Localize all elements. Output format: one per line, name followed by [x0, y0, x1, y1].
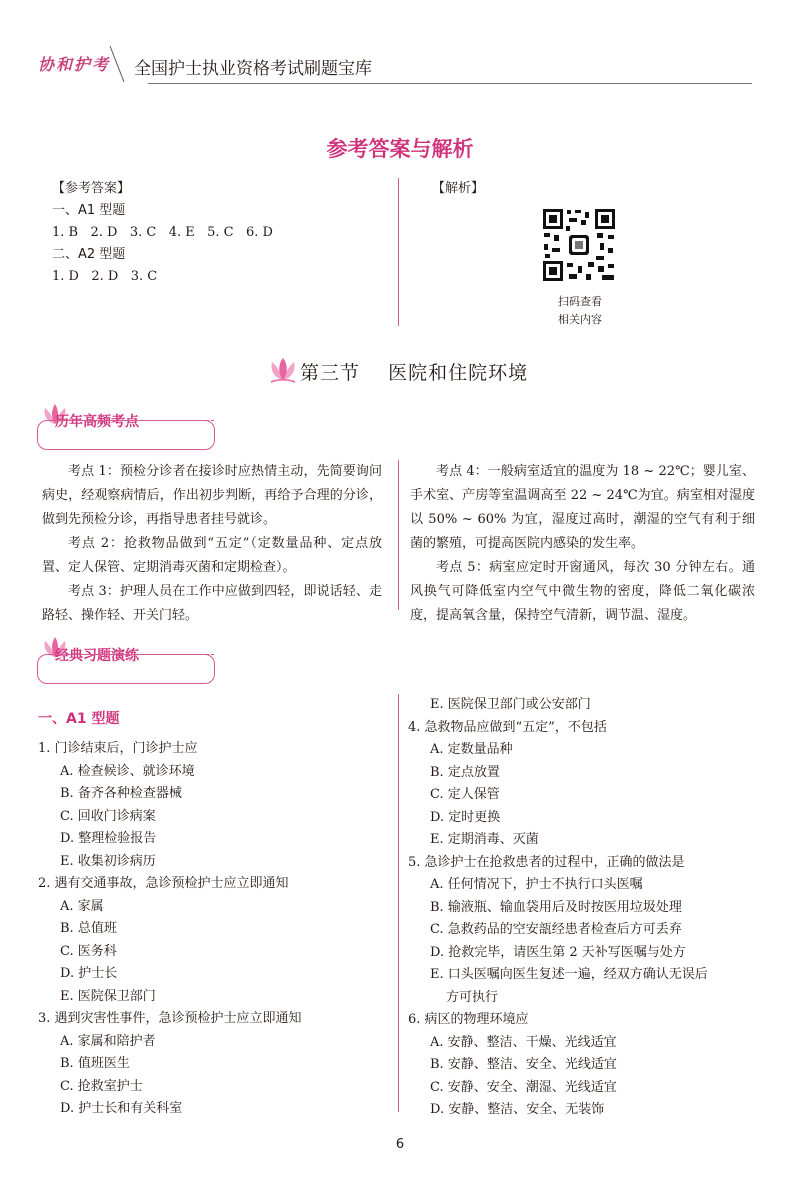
answer-option: E. 口头医嘱向医生复述一遍，经双方确认无误后 — [430, 967, 708, 982]
key-points-right — [410, 460, 755, 628]
qr-code-icon[interactable] — [542, 208, 616, 282]
answer-option: 方可执行 — [446, 989, 499, 1005]
header-rule — [148, 83, 752, 84]
question-stem: 2. 遇有交通事故，急诊预检护士应立即通知 — [38, 876, 289, 891]
answer-option: A. 检查候诊、就诊环境 — [60, 763, 195, 779]
analysis-label: 【解析】 — [432, 181, 485, 196]
answer-option: B. 总值班 — [60, 921, 117, 936]
answer-option: D. 护士长和有关科室 — [60, 1101, 183, 1116]
answer-option: B. 输液瓶、输血袋用后及时按医用垃圾处理 — [430, 899, 682, 915]
question-stem: 4. 急救物品应做到“五定”，不包括 — [408, 719, 607, 735]
answers-list — [52, 178, 273, 288]
key-point-1: 考点 1：预检分诊者在接诊时应热情主动，先简要询问病史，经观察病情后，作出初步判断，再给予合理的分诊，做到先预检分诊，再指导患者挂号就诊。 — [42, 464, 382, 527]
key-points-heading: 历年高频考点 — [55, 414, 139, 430]
a2-answers: 1. D 2. D 3. C — [52, 269, 158, 284]
answer-option: E. 收集初诊病历 — [60, 853, 156, 869]
answers-column-divider — [398, 178, 399, 326]
answer-option: E. 定期消毒、灭菌 — [430, 832, 539, 847]
key-points-column-divider — [398, 460, 399, 610]
answer-option: E. 医院保卫部门或公安部门 — [430, 697, 591, 712]
answer-option: A. 任何情况下，护士不执行口头医嘱 — [430, 877, 643, 892]
answers-title: 参考答案与解析 — [326, 136, 474, 161]
answer-option: B. 定点放置 — [430, 764, 500, 780]
answer-option: A. 定数量品种 — [430, 742, 513, 757]
answer-option: C. 急救药品的空安瓿经患者检查后方可丢弃 — [430, 922, 682, 937]
qr-caption-scan: 扫码查看 — [558, 295, 602, 308]
a1-answers: 1. B 2. D 3. C 4. E 5. C 6. D — [52, 225, 273, 240]
question-stem: 6. 病区的物理环境应 — [408, 1012, 529, 1027]
question-stem: 3. 遇到灾害性事件，急诊预检护士应立即通知 — [38, 1011, 302, 1026]
answer-option: C. 定人保管 — [430, 787, 500, 802]
key-points-left — [42, 460, 382, 628]
answer-option: A. 家属和陪护者 — [60, 1033, 156, 1049]
answer-option: B. 备齐各种检查器械 — [60, 786, 182, 801]
exercises-column-divider — [398, 694, 399, 1112]
answer-option: C. 安静、安全、潮湿、光线适宜 — [430, 1079, 617, 1095]
answer-option: E. 医院保卫部门 — [60, 988, 156, 1004]
brand-logo: 协和护考 — [38, 55, 111, 74]
exercises-heading: 经典习题演练 — [55, 648, 139, 664]
answer-option: C. 抢救室护士 — [60, 1078, 143, 1094]
answer-option: D. 抢救完毕，请医生第 2 天补写医嘱与处方 — [430, 944, 686, 960]
header-title: 全国护士执业资格考试刷题宝库 — [134, 59, 372, 79]
lotus-flower-icon — [268, 356, 298, 384]
answer-option: A. 家属 — [60, 898, 104, 914]
answer-option: A. 安静、整洁、干燥、光线适宜 — [430, 1034, 617, 1050]
answer-option: B. 值班医生 — [60, 1056, 130, 1071]
a1-section-heading: 一、A1 型题 — [38, 711, 120, 727]
question-stem: 5. 急诊护士在抢救患者的过程中，正确的做法是 — [408, 854, 685, 870]
exercises-heading-frame — [37, 654, 215, 684]
key-point-4: 考点 4：一般病室适宜的温度为 18 ~ 22℃；婴儿室、手术室、产房等室温调高至 22 ~ 24℃为宜。病室相对湿度以 50% ~ 60% 为宜，湿度过高时，潮湿的空气有利于细菌的繁殖，可提高医院内感染的发生率。 — [410, 464, 755, 551]
a2-heading: 二、A2 型题 — [52, 247, 126, 262]
qr-caption-related: 相关内容 — [558, 313, 602, 326]
question-stem: 1. 门诊结束后，门诊护士应 — [38, 741, 198, 756]
questions-right — [408, 694, 708, 1122]
key-points-heading-frame — [37, 420, 215, 450]
answers-label: 【参考答案】 — [52, 181, 131, 196]
answer-option: D. 安静、整洁、安全、无装饰 — [430, 1102, 605, 1117]
answer-option: C. 回收门诊病案 — [60, 808, 156, 824]
answer-option: D. 护士长 — [60, 966, 118, 981]
key-point-5: 考点 5：病室应定时开窗通风，每次 30 分钟左右。通风换气可降低室内空气中微生物的密度，降低二氧化碳浓度，提高氧含量，保持空气清新，调节温、湿度。 — [410, 560, 755, 623]
questions-left — [38, 738, 302, 1121]
page-number: 6 — [395, 1137, 405, 1152]
answer-option: D. 定时更换 — [430, 809, 501, 825]
key-point-2: 考点 2：抢救物品做到“五定”（定数量品种、定点放置、定人保管、定期消毒灭菌和定期检查）。 — [42, 536, 382, 575]
a1-heading: 一、A1 型题 — [52, 203, 126, 218]
answer-option: B. 安静、整洁、安全、光线适宜 — [430, 1057, 617, 1072]
answer-option: D. 整理检验报告 — [60, 831, 157, 846]
key-point-3: 考点 3：护理人员在工作中应做到四轻，即说话轻、走路轻、操作轻、开关门轻。 — [42, 584, 382, 623]
section-title: 第三节 医院和住院环境 — [300, 362, 529, 384]
answer-option: C. 医务科 — [60, 943, 117, 959]
